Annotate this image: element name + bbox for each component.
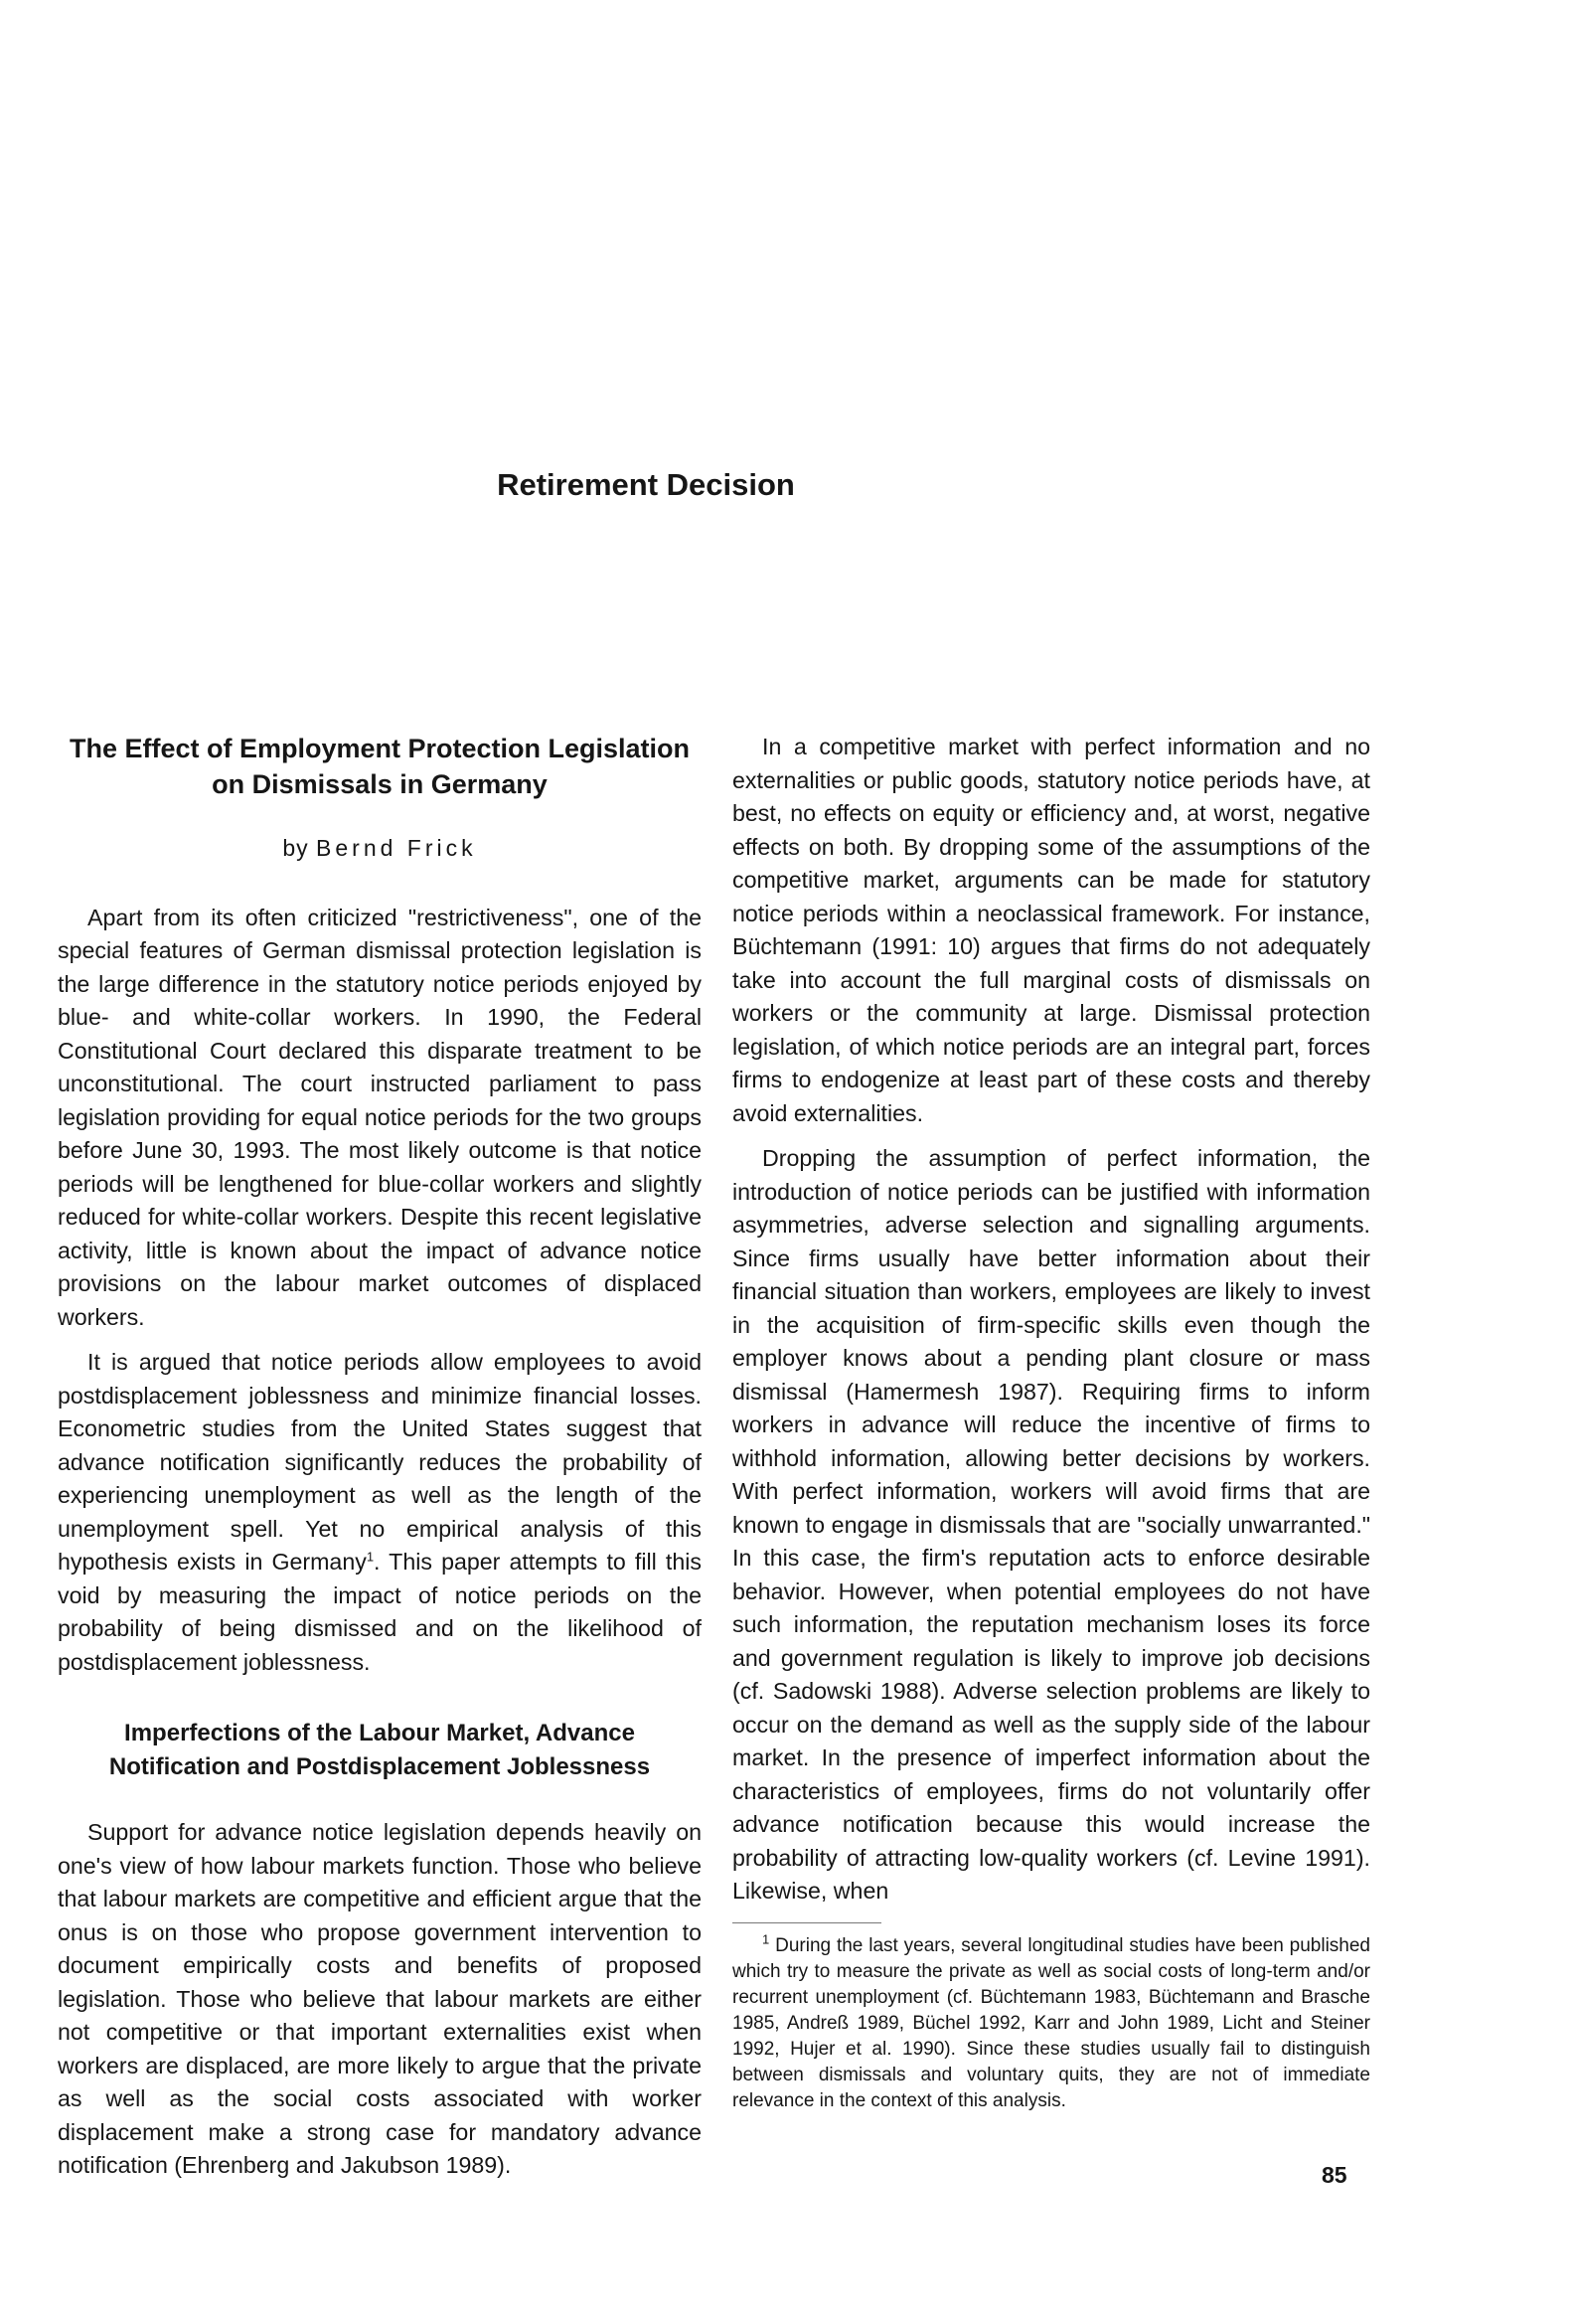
left-column <box>58 731 702 2183</box>
article-title-line-2: on Dismissals in Germany <box>212 769 548 799</box>
paragraph-text: It is argued that notice periods allow employees to avoid postdisplacement joblessness and minimize financial losses. Econometric studies from the United States suggest that advance notification significantly reduces the probability of experiencing unemployment as well as the length of the unemployment spell. Yet no empirical analysis of this hypothesis exists in Germany <box>58 1349 702 1575</box>
right-column <box>732 731 1370 2114</box>
footnote <box>732 1933 1370 2114</box>
subheading-line-2: Notification and Postdisplacement Joblessness <box>108 1753 651 1780</box>
article-title <box>58 731 702 802</box>
paragraph: Support for advance notice legislation depends heavily on one's view of how labour markets function. Those who believe that labour markets are competitive and efficient argue that the onus is on those who propose government intervention to document empirically costs and benefits of proposed legislation. Those who believe that labour markets are either not competitive or that important externalities exist when workers are displaced, are more likely to argue that the private as well as the social costs associated with worker displacement make a strong case for mandatory advance notification (Ehrenberg and Jakubson 1989). <box>58 1819 702 2178</box>
footnote-divider <box>732 1922 881 1923</box>
subheading <box>58 1717 702 1784</box>
page-number: 85 <box>1322 2162 1347 2188</box>
subheading-line-1: Imperfections of the Labour Market, Advance <box>124 1720 635 1746</box>
section-title: Retirement Decision <box>497 467 795 502</box>
paragraph: Apart from its often criticized "restrictiveness", one of the special features of German dismissal protection legislation is the large difference in the statutory notice periods enjoyed by blue- and white-collar workers. In 1990, the Federal Constitutional Court declared this disparate treatment to be unconstitutional. The court instructed parliament to pass legislation providing for equal notice periods for the two groups before June 30, 1993. The most likely outcome is that notice periods will be lengthened for blue-collar workers and slightly reduced for white-collar workers. Despite this recent legislative activity, little is known about the impact of advance notice provisions on the labour market outcomes of displaced workers. <box>58 904 702 1330</box>
footnote-text: During the last years, several longitudinal studies have been published which try to measure the private as well as social costs of long-term and/or recurrent unemployment (cf. Büchtemann 1983, Büchtemann and Brasche 1985, Andreß 1989, Büchel 1992, Karr and John 1989, Licht and Steiner 1992, Hujer et al. 1990). Since these studies usually fail to distinguish between dismissals and voluntary quits, they are not of immediate relevance in the context of this analysis. <box>732 1934 1371 2111</box>
paragraph: It is argued that notice periods allow employees to avoid postdisplacement joblessness and minimize financial losses. Econometric studies from the United States suggest that advance notification significantly reduces the probability of experiencing unemployment as well as the length of the unemployment spell. Yet no empirical analysis of this hypothesis exists in Germany$^1$. This paper attempts to fill this void by measuring the impact of notice periods on the probability of being dismissed and on the likelihood of postdisplacement joblessness. <box>58 1349 702 1675</box>
byline-prefix: by <box>282 835 309 861</box>
footnote-marker: 1 <box>762 1931 770 1947</box>
footnote-reference: 1 <box>366 1549 375 1565</box>
byline <box>58 832 702 866</box>
paragraph: Dropping the assumption of perfect information, the introduction of notice periods can be justified with information asymmetries, adverse selection and signalling arguments. Since firms usually have better information about their financial situation than workers, employees are likely to invest in the acquisition of firm-specific skills even though the employer knows about a pending plant closure or mass dismissal (Hamermesh 1987). Requiring firms to inform workers in advance will reduce the incentive of firms to withhold information, allowing better decisions by workers. With perfect information, workers will avoid firms that are known to engage in dismissals that are "socially unwarranted." In this case, the firm's reputation acts to enforce desirable behavior. However, when potential employees do not have such information, the reputation mechanism loses its force and government regulation is likely to improve job decisions (cf. Sadowski 1988). Adverse selection problems are likely to occur on the demand as well as the supply side of the labour market. In the presence of imperfect information about the characteristics of employees, firms do not voluntarily offer advance notification because this would increase the probability of attracting low-quality workers (cf. Levine 1991). Likewise, when <box>732 1145 1370 1904</box>
author-name: Bernd Frick <box>316 835 477 861</box>
article-title-line-1: The Effect of Employment Protection Legislation <box>69 734 691 763</box>
paragraph: In a competitive market with perfect information and no externalities or public goods, statutory notice periods have, at best, no effects on equity or efficiency and, at worst, negative effects on both. By dropping some of the assumptions of the competitive market, arguments can be made for statutory notice periods within a neoclassical framework. For instance, Büchtemann (1991: 10) argues that firms do not adequately take into account the full marginal costs of dismissals on workers or the community at large. Dismissal protection legislation, of which notice periods are an integral part, forces firms to endogenize at least part of these costs and thereby avoid externalities. <box>732 734 1370 1126</box>
paragraph-text: This paper attempts to fill this void by measuring the impact of notice periods on the probability of being dismissed and on the likelihood of postdisplacement joblessness. <box>58 1549 702 1675</box>
